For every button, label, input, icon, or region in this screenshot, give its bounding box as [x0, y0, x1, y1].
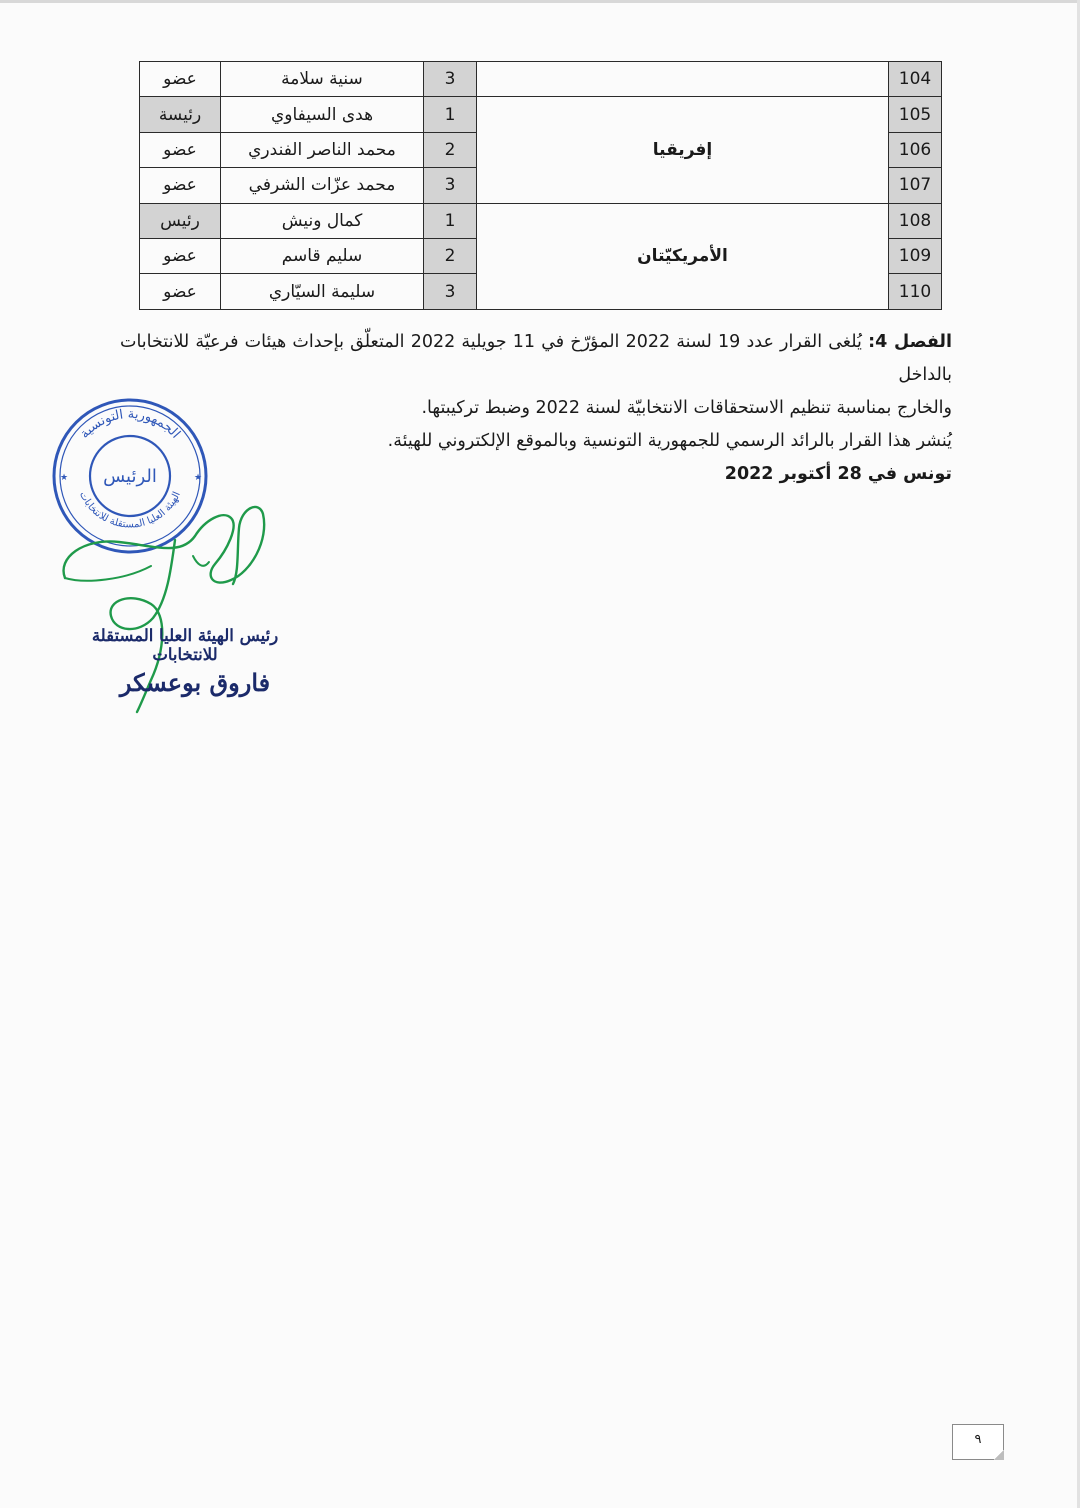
stamp-center-text: الرئيس — [103, 466, 157, 487]
member-name: هدى السيفاوي — [221, 97, 424, 132]
row-rank: 3 — [424, 62, 477, 97]
row-rank: 1 — [424, 97, 477, 132]
decision-text — [120, 326, 952, 491]
article-4-line-1 — [120, 326, 952, 392]
members-table — [139, 61, 942, 310]
row-rank: 1 — [424, 203, 477, 238]
member-role: عضو — [140, 238, 221, 273]
member-name: محمد الناصر الفندري — [221, 132, 424, 167]
member-name: سليمة السيّاري — [221, 274, 424, 309]
stamp-ring-bottom: الهيئة العليا المستقلة للانتخابات — [76, 489, 183, 531]
table-row — [140, 62, 942, 97]
row-number: 108 — [889, 203, 942, 238]
member-name: سنية سلامة — [221, 62, 424, 97]
member-role: رئيس — [140, 203, 221, 238]
region-cell-empty — [477, 62, 889, 97]
row-number: 106 — [889, 132, 942, 167]
row-number: 107 — [889, 168, 942, 203]
region-americas: الأمريكيّتان — [477, 203, 889, 309]
row-rank: 2 — [424, 238, 477, 273]
page-number: ٩ — [952, 1424, 1004, 1460]
stamp-star-icon: ★ — [194, 473, 203, 483]
member-name: كمال ونيش — [221, 203, 424, 238]
article-4-label: الفصل 4: — [868, 332, 952, 352]
stamp-star-icon: ★ — [60, 473, 69, 483]
member-role: عضو — [140, 168, 221, 203]
date-line: تونس في 28 أكتوبر 2022 — [724, 464, 952, 484]
row-number: 104 — [889, 62, 942, 97]
signatory-title: رئيس الهيئة العليا المستقلة للانتخابات — [91, 626, 279, 664]
member-role: رئيسة — [140, 97, 221, 132]
row-number: 110 — [889, 274, 942, 309]
region-africa: إفريقيا — [477, 97, 889, 203]
signatory-name: فاروق بوعسكر — [119, 668, 271, 697]
member-role: عضو — [140, 132, 221, 167]
member-name: سليم قاسم — [221, 238, 424, 273]
member-role: عضو — [140, 274, 221, 309]
member-name: محمد عزّات الشرفي — [221, 168, 424, 203]
page-top-edge — [0, 0, 1080, 3]
row-rank: 3 — [424, 168, 477, 203]
member-role: عضو — [140, 62, 221, 97]
stamp-ring-top: الجمهورية التونسية — [77, 406, 183, 442]
publish-line: يُنشر هذا القرار بالرائد الرسمي للجمهورية التونسية وبالموقع الإلكتروني للهيئة. — [387, 431, 952, 451]
article-4-text: يُلغى القرار عدد 19 لسنة 2022 المؤرّخ في 11 جويلية 2022 المتعلّق بإحداث هيئات فرعيّة للانتخابات بالداخل — [120, 332, 952, 385]
table-row — [140, 97, 942, 132]
article-4-line-2: والخارج بمناسبة تنظيم الاستحقاقات الانتخابيّة لسنة 2022 وضبط تركيبتها. — [421, 398, 952, 418]
table-row — [140, 203, 942, 238]
row-rank: 2 — [424, 132, 477, 167]
row-number: 105 — [889, 97, 942, 132]
row-number: 109 — [889, 238, 942, 273]
row-rank: 3 — [424, 274, 477, 309]
